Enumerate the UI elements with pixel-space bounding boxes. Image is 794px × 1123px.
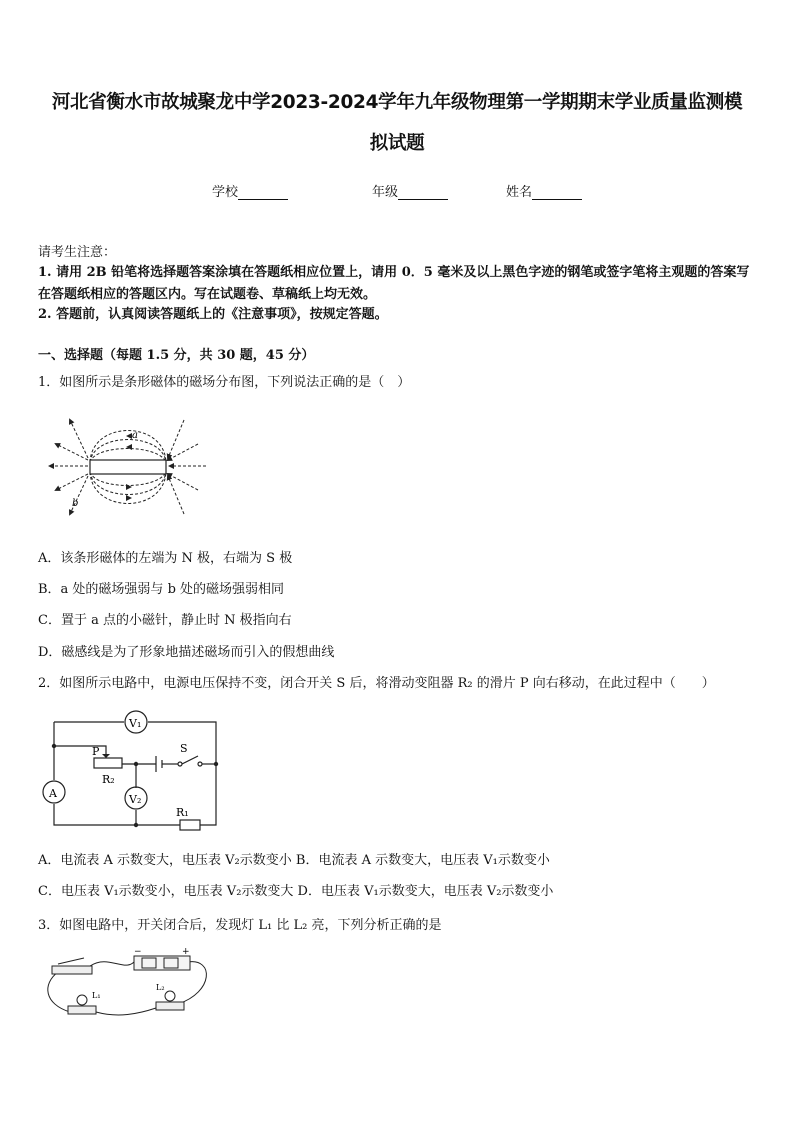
notice-item-2: 2. 答题前，认真阅读答题纸上的《注意事项》，按规定答题。 bbox=[38, 307, 388, 322]
q2-options-line2[interactable]: C．电压表 V₁示数变小，电压表 V₂示数变大 D．电压表 V₁示数变大，电压表 V₂示数变小 bbox=[38, 884, 554, 899]
page-title-line1: 河北省衡水市故城聚龙中学2023-2024学年九年级物理第一学期期末学业质量监测模 bbox=[51, 92, 743, 113]
q2-options-line1[interactable]: A．电流表 A 示数变大，电压表 V₂示数变小 B．电流表 A 示数变大，电压表 V₁示数变小 bbox=[38, 853, 550, 868]
bar-magnet-field-figure bbox=[48, 414, 208, 518]
q3-stem: 3．如图电路中，开关闭合后，发现灯 L₁ 比 L₂ 亮，下列分析正确的是 bbox=[38, 918, 442, 933]
q1-option-a[interactable]: A．该条形磁体的左端为 N 极，右端为 S 极 bbox=[38, 551, 293, 566]
r1-label: R₁ bbox=[176, 806, 189, 819]
bar-magnet bbox=[90, 460, 166, 474]
point-b-label: b bbox=[72, 498, 79, 509]
notice-heading: 请考生注意： bbox=[38, 245, 117, 260]
grade-label: 年级 bbox=[372, 185, 399, 200]
page-title-line2: 拟试题 bbox=[369, 133, 425, 154]
section-heading: 一、选择题（每题 1.5 分，共 30 题，45 分） bbox=[38, 348, 315, 363]
slider-p-label: P bbox=[92, 745, 100, 758]
circuit-drawing-q3 bbox=[38, 944, 218, 1024]
q1-stem: 1．如图所示是条形磁体的磁场分布图，下列说法正确的是（ ） bbox=[38, 375, 411, 390]
name-label: 姓名 bbox=[506, 185, 533, 200]
ammeter-label: A bbox=[49, 787, 57, 800]
grade-field[interactable] bbox=[372, 181, 448, 200]
q1-option-b[interactable]: B．a 处的磁场强弱与 b 处的磁场强弱相同 bbox=[38, 582, 285, 597]
name-field[interactable] bbox=[506, 181, 582, 200]
q1-option-d[interactable]: D．磁感线是为了形象地描述磁场而引入的假想曲线 bbox=[38, 645, 335, 660]
school-field[interactable] bbox=[212, 181, 288, 200]
switch-s-label: S bbox=[180, 742, 188, 755]
lamp-l2-label: L₂ bbox=[156, 983, 165, 992]
point-a-label: a bbox=[132, 430, 138, 441]
circuit-diagram-q2 bbox=[38, 708, 222, 832]
lamp-l1-label: L₁ bbox=[92, 991, 101, 1000]
v1-label: V₁ bbox=[129, 717, 142, 730]
r2-label: R₂ bbox=[102, 773, 115, 786]
v2-label: V₂ bbox=[129, 793, 142, 806]
school-label: 学校 bbox=[212, 185, 239, 200]
battery-minus-label: − bbox=[134, 947, 142, 957]
notice-item-1: 1. 请用 2B 铅笔将选择题答案涂填在答题纸相应位置上，请用 0．5 毫米及以上黑色字迹的钢笔或签字笔将主观题的答案写在答题纸相应的答题区内。写在试题卷、草稿纸上均无效。 bbox=[38, 265, 750, 302]
battery-plus-label: + bbox=[182, 947, 190, 957]
q1-option-c[interactable]: C．置于 a 点的小磁针，静止时 N 极指向右 bbox=[38, 613, 292, 628]
q2-stem: 2．如图所示电路中，电源电压保持不变，闭合开关 S 后，将滑动变阻器 R₂ 的滑片 P 向右移动，在此过程中（ ） bbox=[38, 676, 715, 691]
